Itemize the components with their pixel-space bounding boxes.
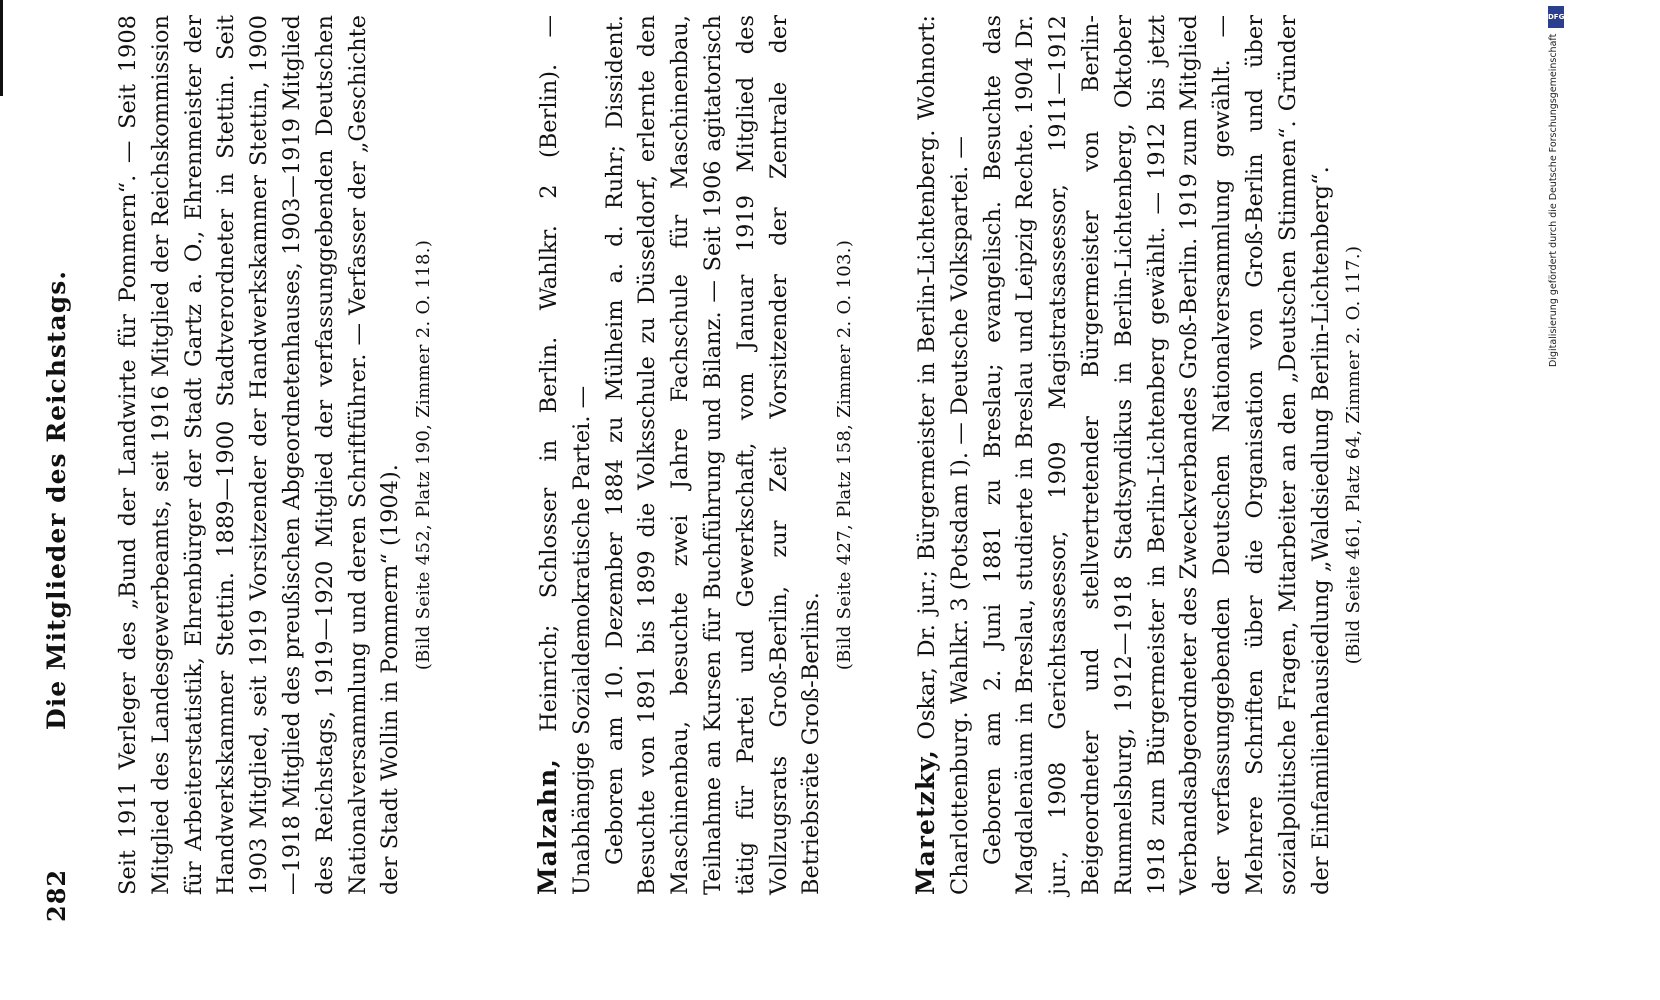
entry-text: Seit 1911 Verleger des „Bund der Landwirte für Pommern“. — Seit 1908 Mitglied des Landesgewerbeamts, seit 1916 Mitglied der Reichskommission für Arbeiterstatistik, Ehrenbürger der Stadt Gartz a. O., Ehrenmeister der Handwerkskammer Stettin. 1889—1900 Stadtverordneter in Stettin. Seit 1903 Mitglied, seit 1919 Vorsitzender der Handwerkskammer Stettin, 1900—1918 Mitglied des preußischen Abgeordnetenhauses, 1903—1919 Mitglied des Reichstags, 1919—1920 Mitglied der verfassunggebenden Deutschen Nationalversammlung und deren Schriftführer. — Verfasser der „Geschichte der Stadt Wollin in Pommern“ (1904). bbox=[115, 15, 404, 895]
dfg-logo: DFG bbox=[1548, 6, 1564, 28]
entry-heading-text: Heinrich; Schlosser in Berlin. Wahlkr. 2 (Berlin). — Unabhängige Sozialdemokratische Partei. — bbox=[536, 15, 595, 895]
entry-header bbox=[532, 15, 599, 895]
entry-body: Geboren am 2. Juni 1881 zu Breslau; evangelisch. Besuchte das Magdalenäum in Breslau, studierte in Breslau und Leipzig Rechte. 1904 Dr. jur., 1908 Gerichtsassessor, 1909 Magistratsassessor, 1911—1912 Beigeordneter und stellvertretender Bürgermeister von Berlin-Rummelsburg, 1912—1918 Stadtsyndikus in Berlin-Lichtenberg, Oktober 1918 zum Bürgermeister in Berlin-Lichtenberg gewählt. — 1912 bis jetzt Verbandsabgeordneter des Zweckverbandes Groß-Berlin. 1919 zum Mitglied der verfassunggebenden Deutschen Nationalversammlung gewählt. — Mehrere Schriften über die Organisation von Groß-Berlin und über sozialpolitische Fragen, Mitarbeiter an den „Deutschen Stimmen“. Gründer der Einfamilienhausiedlung „Waldsiedlung Berlin-Lichtenberg“. bbox=[979, 15, 1334, 895]
image-caption: (Bild Seite 427, Platz 158, Zimmer 2. O. 103.) bbox=[834, 239, 856, 671]
entry-header bbox=[910, 15, 977, 895]
entry-body: Geboren am 10. Dezember 1884 zu Mülheim a. d. Ruhr; Dissident. Besuchte von 1891 bis 1899 die Volksschule zu Düsseldorf, erlernte den Maschinenbau, besuchte zwei Jahre Fachschule für Maschinenbau, Teilnahme an Kursen für Buchführung und Bilanz. — Seit 1906 agitatorisch tätig für Partei und Gewerkschaft, vom Januar 1919 Mitglied des Vollzugsrats Groß-Berlin, zur Zeit Vorsitzender der Zentrale der Betriebsräte Groß-Berlins. bbox=[601, 15, 825, 895]
image-caption: (Bild Seite 452, Platz 190, Zimmer 2. O. 118.) bbox=[413, 239, 435, 671]
entry-name: Malzahn, bbox=[533, 758, 562, 895]
digitization-credit: Digitalisierung gefördert durch die Deutsche Forschungsgemeinschaft bbox=[1548, 34, 1559, 368]
running-title: Die Mitglieder des Reichstags. bbox=[42, 270, 71, 730]
entry-name: Maretzky, bbox=[911, 749, 940, 895]
entry-maretzky bbox=[910, 15, 1364, 895]
image-caption: (Bild Seite 461, Platz 64, Zimmer 2. O. 117.) bbox=[1343, 245, 1365, 665]
entry-continuation bbox=[112, 15, 434, 895]
entry-malzahn bbox=[532, 15, 855, 895]
entry-heading-text: Oskar, Dr. jur.; Bürgermeister in Berlin-Lichtenberg. Wohnort: Charlottenburg. Wahlkr. 3 (Potsdam I). — Deutsche Volkspartei. — bbox=[914, 15, 973, 895]
page-number: 282 bbox=[42, 868, 71, 922]
